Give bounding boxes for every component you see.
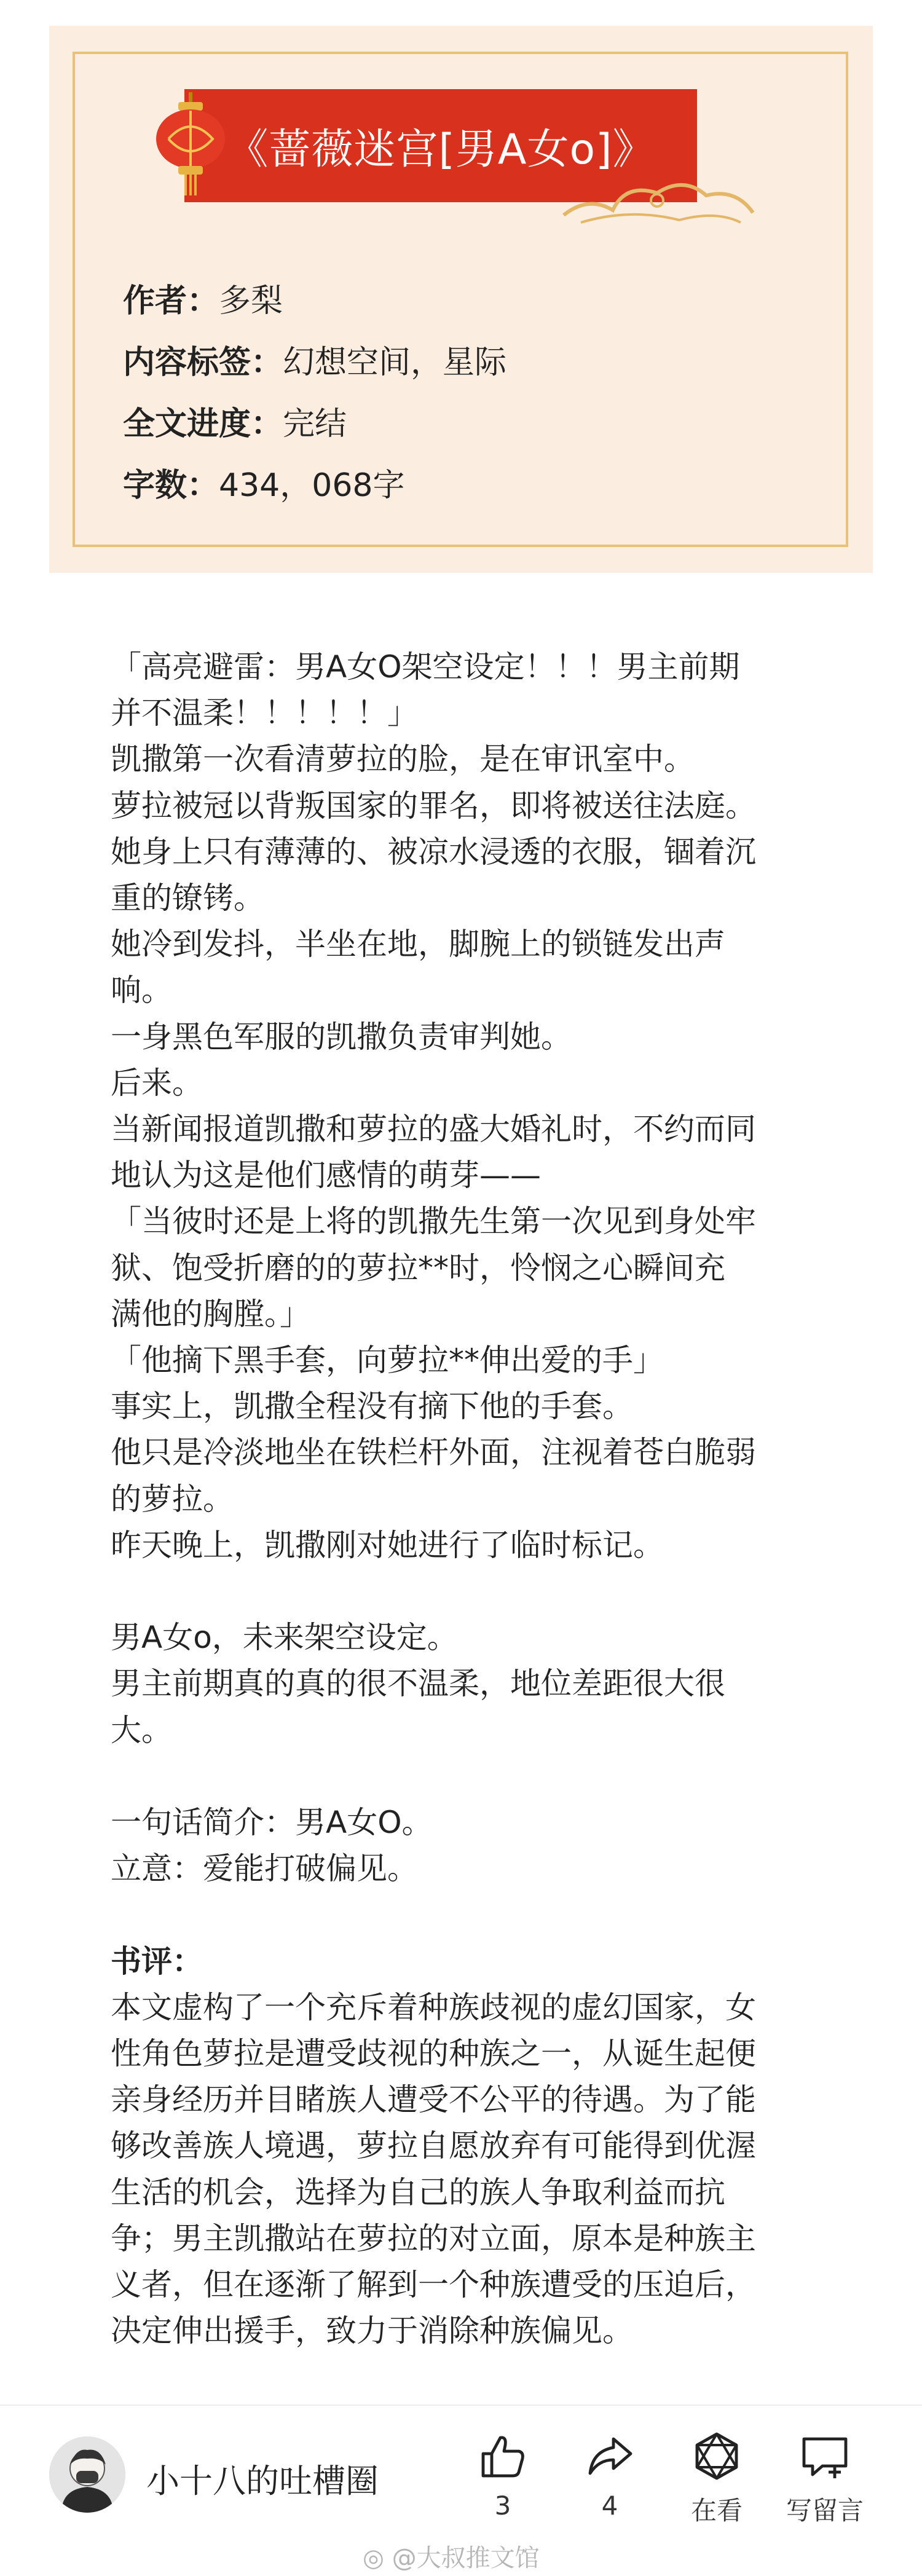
comment-plus-icon — [798, 2429, 852, 2483]
wordcount-row — [123, 455, 506, 516]
article-line: 一身黑色军服的凯撒负责审判她。 — [111, 1018, 572, 1055]
footer-divider — [0, 2405, 922, 2406]
setting-line: 大。 — [111, 1712, 172, 1748]
flower-icon — [690, 2429, 744, 2483]
article-line: 昨天晚上，凯撒刚对她进行了临时标记。 — [111, 1527, 664, 1563]
article-line: 并不温柔！！！！！」 — [111, 695, 418, 731]
author-value: 多梨 — [219, 283, 283, 320]
spacer — [111, 1754, 818, 1800]
review-line: 性角色萝拉是遭受歧视的种族之一，从诞生起便 — [111, 2036, 756, 2072]
viewing-label: 在看 — [690, 2495, 743, 2526]
like-button[interactable] — [454, 2429, 552, 2521]
comment-button[interactable] — [776, 2429, 874, 2527]
summary-line: 立意：爱能打破偏见。 — [111, 1851, 418, 1887]
setting-line: 男A女o，未来架空设定。 — [111, 1620, 458, 1656]
progress-label: 全文进度： — [123, 406, 283, 443]
article-line: 满他的胸膛。」 — [111, 1296, 310, 1332]
share-arrow-icon — [583, 2429, 637, 2483]
article-line: 重的镣铐。 — [111, 880, 264, 916]
article-line: 「他摘下黑手套，向萝拉**伸出爱的手」 — [111, 1342, 664, 1379]
avatar-face-icon — [49, 2436, 125, 2513]
review-line: 义者，但在逐渐了解到一个种族遭受的压迫后， — [111, 2267, 756, 2303]
author-row — [123, 270, 506, 332]
article-line: 萝拉被冠以背叛国家的罪名，即将被送往法庭。 — [111, 787, 756, 824]
viewing-button[interactable] — [668, 2429, 766, 2527]
share-button[interactable] — [561, 2429, 659, 2521]
review-heading: 书评： — [111, 1943, 203, 1979]
article-line: 地认为这是他们感情的萌芽—— — [111, 1157, 541, 1194]
setting-line: 男主前期真的真的很不温柔，地位差距很大很 — [111, 1666, 725, 1702]
summary-line: 一句话简介：男A女O。 — [111, 1805, 433, 1841]
tags-row — [123, 332, 506, 393]
watermark-text: @大叔推文馆 — [392, 2544, 540, 2572]
cloud-decoration-icon — [556, 173, 759, 226]
article-body — [111, 644, 818, 2354]
account-name[interactable]: 小十八的吐槽圈 — [146, 2462, 379, 2500]
review-line: 亲身经历并目睹族人遭受不公平的待遇。为了能 — [111, 2082, 756, 2118]
review-line: 决定伸出援手，致力于消除种族偏见。 — [111, 2313, 633, 2349]
article-line: 他只是冷淡地坐在铁栏杆外面，注视着苍白脆弱 — [111, 1435, 756, 1471]
share-count: 4 — [601, 2491, 618, 2521]
article-line: 她冷到发抖，半坐在地，脚腕上的锁链发出声 — [111, 926, 725, 963]
tags-value: 幻想空间，星际 — [283, 344, 507, 381]
review-line: 够改善族人境遇，萝拉自愿放弃有可能得到优渥 — [111, 2128, 756, 2164]
comment-label: 写留言 — [786, 2495, 864, 2526]
article-line: 事实上，凯撒全程没有摘下他的手套。 — [111, 1388, 633, 1425]
article-line: 她身上只有薄薄的、被凉水浸透的衣服，锢着沉 — [111, 833, 756, 870]
thumbs-up-icon — [476, 2429, 530, 2483]
article-line: 的萝拉。 — [111, 1481, 234, 1517]
author-label: 作者： — [123, 283, 219, 320]
lantern-icon — [151, 92, 230, 195]
article-line: 凯撒第一次看清萝拉的脸，是在审讯室中。 — [111, 741, 695, 778]
review-line: 争；男主凯撒站在萝拉的对立面，原本是种族主 — [111, 2220, 756, 2256]
tags-label: 内容标签： — [123, 344, 283, 381]
weibo-icon: ◎ — [363, 2544, 384, 2572]
article-line: 狱、饱受折磨的的萝拉**时，怜悯之心瞬间充 — [111, 1250, 725, 1286]
wordcount-label: 字数： — [123, 467, 219, 504]
progress-row — [123, 393, 506, 455]
watermark — [363, 2539, 540, 2574]
article-line: 当新闻报道凯撒和萝拉的盛大婚礼时，不约而同 — [111, 1111, 756, 1148]
spacer — [111, 1892, 818, 1938]
article-line: 「高亮避雷：男A女O架空设定！！！男主前期 — [111, 649, 740, 685]
progress-value: 完结 — [283, 406, 347, 443]
spacer — [111, 1569, 818, 1615]
wordcount-value: 434，068字 — [219, 467, 405, 504]
article-line: 「当彼时还是上将的凯撒先生第一次见到身处牢 — [111, 1203, 756, 1240]
book-meta — [123, 270, 506, 516]
book-title: 《蔷薇迷宫[男A女o]》 — [226, 125, 655, 174]
avatar[interactable] — [49, 2436, 125, 2513]
review-line: 本文虚构了一个充斥着种族歧视的虚幻国家，女 — [111, 1989, 756, 2025]
review-line: 生活的机会，选择为自己的族人争取利益而抗 — [111, 2174, 725, 2210]
article-line: 后来。 — [111, 1065, 203, 1101]
like-count: 3 — [494, 2491, 511, 2521]
article-line: 响。 — [111, 972, 172, 1009]
